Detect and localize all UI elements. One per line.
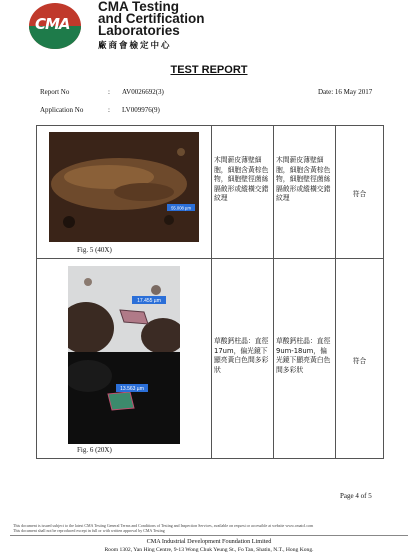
table-row [37,126,384,259]
scale-label-top: 17.455 µm [137,298,161,304]
report-no-value: AV0026692(3) [122,88,164,96]
company-name-line1: CMA Testing [98,0,179,14]
micrograph-fig6 [68,266,180,444]
separator: : [108,106,110,114]
logo-text: CMA [35,15,70,33]
result-value: 符合 [352,356,367,365]
table-row [37,259,384,459]
figure-cell [37,259,212,459]
description-cell [274,259,336,459]
report-no-label: Report No [40,88,70,96]
footer-address: Room 1302, Yan Hing Centre, 9-13 Wong Chuk Yeung St., Fo Tan, Shatin, N.T., Hong Kong. [104,547,314,553]
separator: : [108,88,110,96]
description-b: 草酸鈣柱晶：直徑 9um-18um，偏光鏡下顯亮黃白色間多彩狀 [276,337,331,374]
description-cell [274,126,336,259]
company-chinese-name: 廠商會檢定中心 [98,41,172,51]
company-name [98,1,205,37]
description-cell [212,259,274,459]
page-number: Page 4 of 5 [340,492,372,500]
footer-org: CMA Industrial Development Foundation Limited [146,538,272,545]
figure-caption: Fig. 6 (20X) [77,446,112,454]
figure-caption: Fig. 5 (40X) [77,246,112,254]
application-no-value: LV009976(9) [122,106,160,114]
scale-label-bottom: 13.563 µm [120,386,144,392]
result-cell [336,126,384,259]
report-date: Date: 16 May 2017 [318,88,373,96]
company-name-line3: Laboratories [98,23,180,38]
footer-divider [10,535,408,536]
report-title: TEST REPORT [170,64,248,76]
footer-disclaimer-1: This document is issued subject to the latest CMA Testing General Terms and Conditions of Testing and Inspection Services, available on request or accessible at website www.cmatcl.com [13,523,314,528]
description-b: 木間薪皮薄壁細胞，細胞含黃棕色物，細胞壁徑菌絲膈斂形或縱橫交錯紋理 [276,156,331,202]
description-a: 木間薪皮薄壁細胞，細胞含黃棕色物，細胞壁徑菌絲膈斂形或縱橫交錯紋理 [214,156,269,202]
scale-label-fig5: 55.008 µm [171,205,191,211]
description-a: 草酸鈣柱晶：直徑 17um，偏光鏡下顯亮黃白色間多彩狀 [214,337,269,374]
results-table [36,125,384,459]
micrograph-fig5 [49,132,199,242]
result-value: 符合 [352,190,367,198]
figure-cell [37,126,212,259]
result-cell [336,259,384,459]
company-name-line2: and Certification [98,11,205,26]
application-no-label: Application No [40,106,84,114]
footer-disclaimer-2: This document shall not be reproduced except in full or with written approval by CMA Testing [13,528,165,533]
cma-logo [29,3,81,49]
description-cell [212,126,274,259]
